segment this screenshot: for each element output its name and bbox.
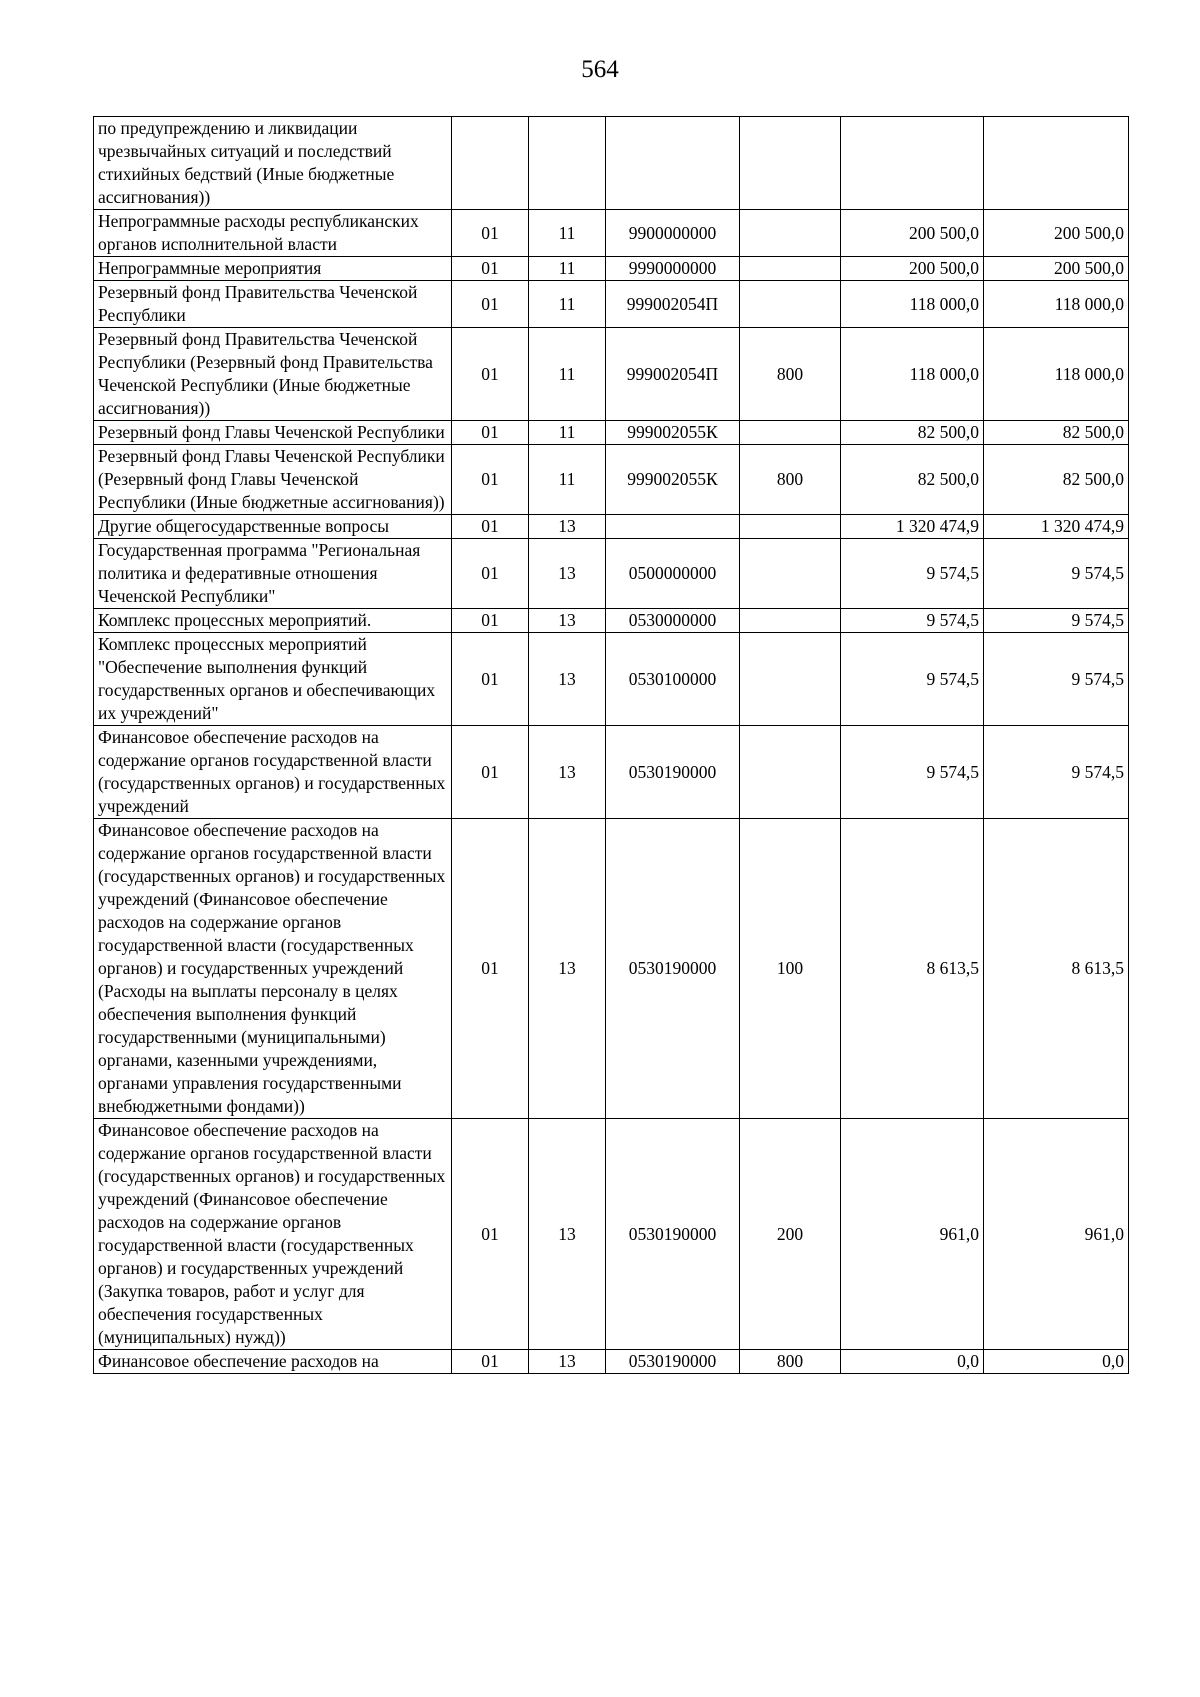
- target-item-code-cell: 999002055К: [606, 421, 740, 445]
- expense-type-code-cell: [740, 515, 841, 539]
- amount-year-2-cell: 118 000,0: [984, 328, 1129, 421]
- amount-year-1-cell: [841, 117, 984, 210]
- row-name-cell: Финансовое обеспечение расходов на содержание органов государственной власти (государственных органов) и государственных учреждений (Финансовое обеспечение расходов на содержание органов государственной власти (государственных органов) и государственных учреждений (Расходы на выплаты персоналу в целях обеспечения выполнения функций государственными (муниципальными) органами, казенными учреждениями, органами управления государственными внебюджетными фондами)): [94, 819, 452, 1119]
- subsection-code-cell: 11: [529, 445, 606, 515]
- table-row: [94, 328, 1129, 421]
- subsection-code-cell: 13: [529, 819, 606, 1119]
- target-item-code-cell: 0530190000: [606, 726, 740, 819]
- target-item-code-cell: 999002055К: [606, 445, 740, 515]
- amount-year-1-cell: 9 574,5: [841, 726, 984, 819]
- expense-type-code-cell: [740, 539, 841, 609]
- expense-type-code-cell: 200: [740, 1119, 841, 1350]
- expense-type-code-cell: 800: [740, 328, 841, 421]
- section-code-cell: 01: [452, 1350, 529, 1374]
- expense-type-code-cell: [740, 609, 841, 633]
- subsection-code-cell: 11: [529, 421, 606, 445]
- subsection-code-cell: 13: [529, 609, 606, 633]
- expense-type-code-cell: [740, 633, 841, 726]
- expense-type-code-cell: [740, 117, 841, 210]
- row-name-cell: Комплекс процессных мероприятий.: [94, 609, 452, 633]
- row-name-cell: Резервный фонд Главы Чеченской Республики (Резервный фонд Главы Чеченской Республики (Иные бюджетные ассигнования)): [94, 445, 452, 515]
- amount-year-2-cell: 1 320 474,9: [984, 515, 1129, 539]
- subsection-code-cell: 13: [529, 726, 606, 819]
- table-row: [94, 445, 1129, 515]
- section-code-cell: 01: [452, 515, 529, 539]
- section-code-cell: 01: [452, 726, 529, 819]
- section-code-cell: 01: [452, 445, 529, 515]
- table-row: [94, 609, 1129, 633]
- section-code-cell: 01: [452, 1119, 529, 1350]
- row-name-cell: Другие общегосударственные вопросы: [94, 515, 452, 539]
- amount-year-2-cell: 200 500,0: [984, 257, 1129, 281]
- target-item-code-cell: 9900000000: [606, 210, 740, 257]
- subsection-code-cell: [529, 117, 606, 210]
- amount-year-1-cell: 9 574,5: [841, 539, 984, 609]
- amount-year-2-cell: 9 574,5: [984, 539, 1129, 609]
- table-row: [94, 210, 1129, 257]
- amount-year-2-cell: 8 613,5: [984, 819, 1129, 1119]
- subsection-code-cell: 13: [529, 1119, 606, 1350]
- target-item-code-cell: 0530000000: [606, 609, 740, 633]
- budget-table: [93, 116, 1129, 1374]
- section-code-cell: 01: [452, 633, 529, 726]
- table-row: [94, 819, 1129, 1119]
- table-row: [94, 257, 1129, 281]
- amount-year-2-cell: 0,0: [984, 1350, 1129, 1374]
- subsection-code-cell: 13: [529, 633, 606, 726]
- expense-type-code-cell: 800: [740, 445, 841, 515]
- expense-type-code-cell: [740, 421, 841, 445]
- row-name-cell: Резервный фонд Правительства Чеченской Республики (Резервный фонд Правительства Чеченской Республики (Иные бюджетные ассигнования)): [94, 328, 452, 421]
- table-row: [94, 539, 1129, 609]
- amount-year-1-cell: 200 500,0: [841, 210, 984, 257]
- target-item-code-cell: 0530190000: [606, 1119, 740, 1350]
- target-item-code-cell: 999002054П: [606, 328, 740, 421]
- amount-year-1-cell: 82 500,0: [841, 445, 984, 515]
- row-name-cell: Финансовое обеспечение расходов на содержание органов государственной власти (государственных органов) и государственных учреждений (Финансовое обеспечение расходов на содержание органов государственной власти (государственных органов) и государственных учреждений (Закупка товаров, работ и услуг для обеспечения государственных (муниципальных) нужд)): [94, 1119, 452, 1350]
- table-row: [94, 1119, 1129, 1350]
- expense-type-code-cell: 800: [740, 1350, 841, 1374]
- target-item-code-cell: 0500000000: [606, 539, 740, 609]
- amount-year-1-cell: 118 000,0: [841, 281, 984, 328]
- amount-year-1-cell: 0,0: [841, 1350, 984, 1374]
- subsection-code-cell: 11: [529, 257, 606, 281]
- row-name-cell: Комплекс процессных мероприятий "Обеспечение выполнения функций государственных органов и обеспечивающих их учреждений": [94, 633, 452, 726]
- table-row: [94, 633, 1129, 726]
- amount-year-2-cell: 118 000,0: [984, 281, 1129, 328]
- row-name-cell: Государственная программа "Региональная политика и федеративные отношения Чеченской Республики": [94, 539, 452, 609]
- section-code-cell: 01: [452, 819, 529, 1119]
- table-row: [94, 421, 1129, 445]
- target-item-code-cell: 999002054П: [606, 281, 740, 328]
- table-row: [94, 117, 1129, 210]
- amount-year-2-cell: 961,0: [984, 1119, 1129, 1350]
- subsection-code-cell: 11: [529, 210, 606, 257]
- target-item-code-cell: [606, 515, 740, 539]
- subsection-code-cell: 11: [529, 281, 606, 328]
- amount-year-2-cell: 82 500,0: [984, 445, 1129, 515]
- row-name-cell: Резервный фонд Правительства Чеченской Республики: [94, 281, 452, 328]
- section-code-cell: 01: [452, 281, 529, 328]
- expense-type-code-cell: [740, 281, 841, 328]
- table-row: [94, 281, 1129, 328]
- section-code-cell: 01: [452, 257, 529, 281]
- target-item-code-cell: [606, 117, 740, 210]
- expense-type-code-cell: 100: [740, 819, 841, 1119]
- section-code-cell: 01: [452, 328, 529, 421]
- target-item-code-cell: 9990000000: [606, 257, 740, 281]
- amount-year-1-cell: 9 574,5: [841, 609, 984, 633]
- amount-year-1-cell: 8 613,5: [841, 819, 984, 1119]
- amount-year-2-cell: [984, 117, 1129, 210]
- subsection-code-cell: 11: [529, 328, 606, 421]
- target-item-code-cell: 0530190000: [606, 819, 740, 1119]
- row-name-cell: Резервный фонд Главы Чеченской Республики: [94, 421, 452, 445]
- row-name-cell: по предупреждению и ликвидации чрезвычайных ситуаций и последствий стихийных бедствий (Иные бюджетные ассигнования)): [94, 117, 452, 210]
- amount-year-1-cell: 9 574,5: [841, 633, 984, 726]
- section-code-cell: 01: [452, 421, 529, 445]
- amount-year-2-cell: 82 500,0: [984, 421, 1129, 445]
- row-name-cell: Непрограммные мероприятия: [94, 257, 452, 281]
- target-item-code-cell: 0530100000: [606, 633, 740, 726]
- subsection-code-cell: 13: [529, 515, 606, 539]
- budget-table-body: [94, 117, 1129, 1374]
- section-code-cell: 01: [452, 539, 529, 609]
- table-row: [94, 515, 1129, 539]
- expense-type-code-cell: [740, 210, 841, 257]
- table-row: [94, 1350, 1129, 1374]
- amount-year-2-cell: 200 500,0: [984, 210, 1129, 257]
- section-code-cell: 01: [452, 609, 529, 633]
- subsection-code-cell: 13: [529, 1350, 606, 1374]
- row-name-cell: Непрограммные расходы республиканских органов исполнительной власти: [94, 210, 452, 257]
- target-item-code-cell: 0530190000: [606, 1350, 740, 1374]
- row-name-cell: Финансовое обеспечение расходов на: [94, 1350, 452, 1374]
- row-name-cell: Финансовое обеспечение расходов на содержание органов государственной власти (государственных органов) и государственных учреждений: [94, 726, 452, 819]
- amount-year-2-cell: 9 574,5: [984, 609, 1129, 633]
- page-number: 564: [581, 56, 619, 83]
- amount-year-1-cell: 118 000,0: [841, 328, 984, 421]
- expense-type-code-cell: [740, 257, 841, 281]
- amount-year-2-cell: 9 574,5: [984, 633, 1129, 726]
- amount-year-1-cell: 82 500,0: [841, 421, 984, 445]
- amount-year-1-cell: 200 500,0: [841, 257, 984, 281]
- subsection-code-cell: 13: [529, 539, 606, 609]
- amount-year-2-cell: 9 574,5: [984, 726, 1129, 819]
- section-code-cell: [452, 117, 529, 210]
- table-row: [94, 726, 1129, 819]
- amount-year-1-cell: 961,0: [841, 1119, 984, 1350]
- expense-type-code-cell: [740, 726, 841, 819]
- section-code-cell: 01: [452, 210, 529, 257]
- amount-year-1-cell: 1 320 474,9: [841, 515, 984, 539]
